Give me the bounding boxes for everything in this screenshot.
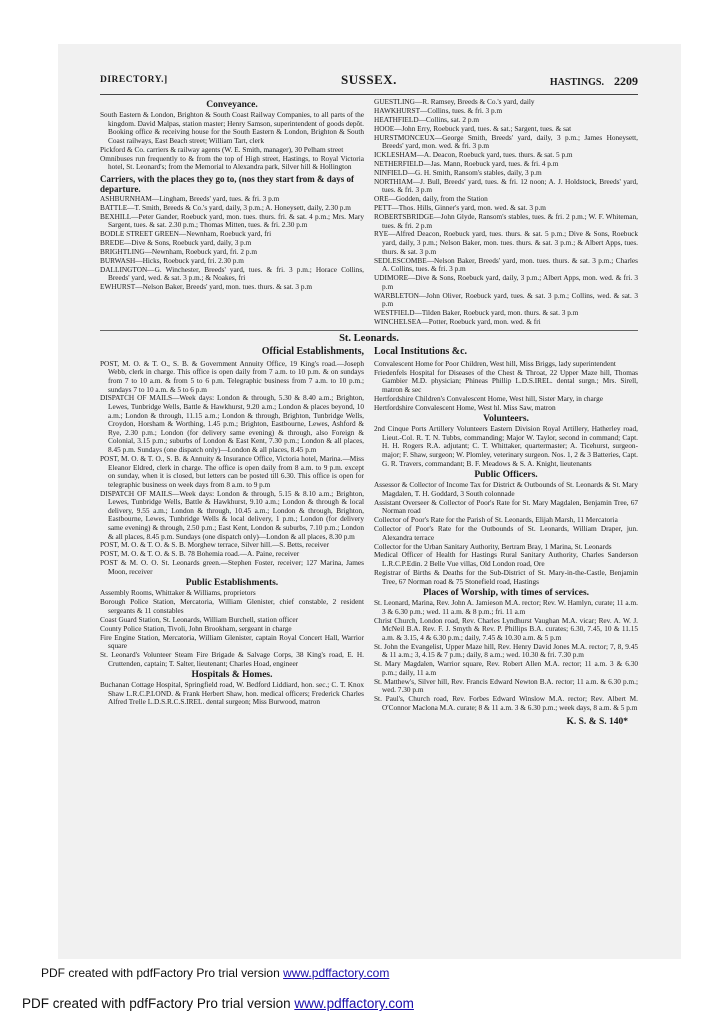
directory-entry: DALLINGTON—G. Winchester, Breeds' yard, tues. & fri. 3 p.m.; Horace Collins, Breeds' yard, wed. & sat. 3 p.m.; & Noakes, fri xyxy=(100,264,364,283)
directory-entry: St. Mary Magdalen, Warrior square, Rev. Robert Allen M.A. rector; 11 a.m. 3 & 6.30 p.m.; daily, 11 a.m xyxy=(374,659,638,677)
directory-entry: HEATHFIELD—Collins, sat. 2 p.m xyxy=(374,114,479,124)
directory-entry: BURWASH—Hicks, Roebuck yard, fri. 2.30 p.m xyxy=(100,255,244,265)
section-heading: Public Officers. xyxy=(474,470,538,481)
pdf-notice-2 xyxy=(22,996,414,1011)
bottom-columns xyxy=(100,360,638,713)
directory-entry: DISPATCH OF MAILS—Week days: London & through, 5.30 & 8.40 a.m.; Brighton, Lewes, Tunbridge Wells, Battle & Hawkhurst, 9.20 a.m.; London & places beyond, 10 a.m.; London & through, 11.15 a.m.; London & through, Brighton, Tunbridge Wells, Croydon, Horsham & Worthing, 1.45 p.m.; Brighton, Eastbourne, Lewes, Ashford & Rye, 2.30 p.m.; London (for delivery same evening) & through, also Foreign & Colonial, 3.15 p.m.; suburbs of London & East Kent, 7.30 p.m.; London & all places, 8.45 p.m. Sundays (one dispatch only)—London & all places, 8.45 p.m xyxy=(100,393,364,455)
directory-entry: BRIGHTLING—Newnham, Roebuck yard, fri. 2 p.m xyxy=(100,246,258,256)
left-column-bottom xyxy=(100,360,364,713)
directory-entry: St. Leonard, Marina, Rev. John A. Jamieson M.A. rector; Rev. W. Hamlyn, curate; 11 a.m. 3 & 6.30 p.m.; wed. 11 a.m. & 8 p.m.; fri. 11 a.m xyxy=(374,598,638,616)
section-subheadings xyxy=(100,346,638,357)
directory-entry: South Eastern & London, Brighton & South Coast Railway Companies, to all parts of the kingdom. David Malpas, station master; Henry Samson, superintendent of goods depôt. Booking office & receiving house for the South Eastern & London, Brighton & South Coast railways, East Beach street; William Tart, clerk xyxy=(100,110,364,145)
directory-entry: BEXHILL—Peter Gander, Roebuck yard, mon. tues. thurs. fri. & sat. 4 p.m.; Mrs. Mary Sargent, tues. & sat. 2.30 p.m.; Thomas Mitten, tues. & fri. 2.30 p.m xyxy=(100,211,364,230)
directory-entry: PETT—Thos. Hills, Ginner's yard, mon. wed. & sat. 3 p.m xyxy=(374,203,546,213)
right-column-bottom xyxy=(374,360,638,713)
directory-entry: St. John the Evangelist, Upper Maze hill, Rev. Henry David Jones M.A. rector; 7, 8, 9.45 & 11 a.m.; 3, 4.15 & 7 p.m.; daily, 8 a.m.; wed. 10.30 & fri. 7.30 p.m xyxy=(374,641,638,660)
heading-local-institutions: Local Institutions &c. xyxy=(374,345,468,357)
directory-entry: POST, M. O. & T. O., S. B. & Annuity & Insurance Office, Victoria hotel, Marina.—Miss Eleanor Eldred, clerk in charge. The office is open daily from 8 a.m. to 9 p.m. except on sunday, when it is closed, but letters can be posted till 6.30. This office is open for telegraphic business on week days from 8 a.m. to 9 p.m xyxy=(100,453,364,489)
directory-entry: BATTLE—T. Smith, Breeds & Co.'s yard, daily, 3 p.m.; A. Honeysett, daily, 2.30 p.m xyxy=(100,202,351,212)
directory-entry: ASHBURNHAM—Lingham, Breeds' yard, tues. & fri. 3 p.m xyxy=(100,193,280,203)
header-town: HASTINGS. xyxy=(549,77,604,88)
directory-entry: HURSTMONCEUX—George Smith, Breeds' yard, daily, 3 p.m.; James Honeysett, Breeds' yard, mon. wed. & fri. 3 p.m xyxy=(374,132,638,151)
directory-entry: RYE—Alfred Deacon, Roebuck yard, tues. thurs. & sat. 5 p.m.; Dive & Sons, Roebuck yard, daily, 3 p.m.; Nelson Baker, mon. tues. thurs. & sat. 3 p.m.; & Albert Apps, tues. thurs. & sat. 3 p.m xyxy=(374,229,638,256)
directory-page xyxy=(100,72,638,952)
pdffactory-link[interactable]: www.pdffactory.com xyxy=(294,996,414,1011)
directory-entry: Medical Officer of Health for Hastings Rural Sanitary Authority, Charles Sanderson L.R.C.P.Edin. 2 Belle Vue villas, Old London road, Ore xyxy=(374,550,638,569)
section-heading: Volunteers. xyxy=(483,414,529,425)
section-heading: Public Establishments. xyxy=(185,578,279,589)
directory-entry: Registrar of Births & Deaths for the Sub-District of St. Mary-in-the-Castle, Benjamin Tree, 67 Norman road & 75 Stonefield road, Hastings xyxy=(374,567,638,586)
directory-entry: WINCHELSEA—Potter, Roebuck yard, mon. wed. & fri xyxy=(374,316,541,326)
directory-entry: EWHURST—Nelson Baker, Breeds' yard, mon. tues. thurs. & sat. 3 p.m xyxy=(100,282,312,292)
directory-entry: BREDE—Dive & Sons, Roebuck yard, daily, 3 p.m xyxy=(100,237,252,247)
directory-entry: Buchanan Cottage Hospital, Springfield road, W. Bedford Liddiard, hon. sec.; C. T. Knox Shaw L.R.C.P.LOND. & Frank Herbert Shaw, hon. medical officers; Frederick Charles Alfred Trelle L.D.S.R.C.S.IREL. dental surgeon; Miss Burwood, matron xyxy=(100,680,364,707)
section-title-st-leonards: St. Leonards. xyxy=(100,330,638,344)
heading-official-establishments: Official Establishments, xyxy=(261,345,364,357)
header-right xyxy=(550,74,638,89)
directory-entry: ICKLESHAM—A. Deacon, Roebuck yard, tues. thurs. & sat. 5 p.m xyxy=(374,150,573,160)
header-left: DIRECTORY.] xyxy=(100,75,168,85)
page-footer-signature: K. S. & S. 140* xyxy=(566,716,628,727)
directory-entry: Borough Police Station, Mercatoria, William Glenister, chief constable, 2 resident sergeants & 11 constables xyxy=(100,597,364,615)
section-heading: Conveyance. xyxy=(206,100,258,110)
directory-entry: UDIMORE—Dive & Sons, Roebuck yard, daily, 3 p.m.; Albert Apps, mon. wed. & fri. 3 p.m xyxy=(374,273,638,291)
directory-entry: Coast Guard Station, St. Leonards, William Burchell, station officer xyxy=(100,614,299,624)
directory-entry: POST, M. O. & T. O. & S. B. Morghew terrace, Silver hill.—S. Betts, receiver xyxy=(100,540,330,550)
directory-entry: ORE—Godden, daily, from the Station xyxy=(374,194,488,204)
directory-entry: St. Paul's, Church road, Rev. Forbes Edward Winslow M.A. rector; Rev. Albert M. O'Connor Maclona M.A. curate; 8 & 11 a.m. 3 & 6.30 p.m.; week days, 8 a.m. & 5 p.m xyxy=(374,694,638,712)
top-columns xyxy=(100,98,638,327)
directory-entry: Christ Church, London road, Rev. Charles Lyndhurst Vaughan M.A. vicar; Rev. A. W. J. McNeil B.A. Rev. F. J. Smyth & Rev. P. Phillips B.A. curates; 6.30, 7.45, 10 & 11.15 a.m. & 3.15, 4 & 6.30 p.m.; daily, 7.45 & 10.30 a.m. & 5 p.m xyxy=(374,615,638,642)
section-heading: Places of Worship, with times of services. xyxy=(422,588,590,599)
directory-entry: GUESTLING—R. Ramsey, Breeds & Co.'s yard, daily xyxy=(374,97,535,106)
directory-entry: 2nd Cinque Ports Artillery Volunteers Eastern Division Royal Artillery, Hatherley road, Lieut.-Col. R. T. N. Tubbs, commanding; Major W. Taylor, second in command; Capt. H. H. Rogers R.A. adjutant; C. T. Whittaker, quartermaster; A. Ticehurst, surgeon-major; F. Shaw, surgeon; W. Plomley, veterinary surgeon. Nos. 1, 2 & 3 Batteries, Capt. G. R. Travers, commandant; B. F. Meadows & S. A. Knight, lieutenants xyxy=(374,424,638,468)
right-column-top xyxy=(374,98,638,327)
directory-entry: Hertfordshire Children's Convalescent Home, West hill, Sister Mary, in charge xyxy=(374,393,603,403)
directory-entry: Omnibuses run frequently to & from the top of High street, Hastings, to Royal Victoria hotel, St. Leonard's; from the Memorial to Alexandra park, Silver hill & Hollington xyxy=(100,153,364,172)
directory-entry: Pickford & Co. carriers & railway agents (W. E. Smith, manager), 30 Pelham street xyxy=(100,144,344,154)
left-column-top xyxy=(100,98,364,327)
directory-entry: Collector of Poor's Rate for the Parish of St. Leonards, Elijah Marsh, 11 Mercatoria xyxy=(374,515,618,525)
pdffactory-link[interactable]: www.pdffactory.com xyxy=(283,966,390,980)
directory-entry: POST & M. O. O. St. Leonards green.—Stephen Foster, receiver; 127 Marina, James Moon, receiver xyxy=(100,558,364,576)
directory-entry: NINFIELD—G. H. Smith, Ransom's stables, daily, 3 p.m xyxy=(374,167,542,177)
directory-entry: WARBLETON—John Oliver, Roebuck yard, tues. & sat. 3 p.m.; Collins, wed. & sat. 3 p.m xyxy=(374,290,638,309)
directory-entry: POST, M. O. & T. O. & S. B. 78 Bohemia road.—A. Paine, receiver xyxy=(100,549,300,559)
directory-entry: DISPATCH OF MAILS—Week days: London & through, 5.15 & 8.10 a.m.; Brighton, Lewes, Tunbridge Wells, Battle & Hawkhurst, 9.10 a.m.; London & through & local delivery, 9.55 a.m.; London & through, 10.45 a.m.; London & through, Brighton, Eastbourne, Lewes, Tunbridge Wells & local delivery, 1 p.m.; London (for delivery same evening) & through, 2.50 p.m.; East Kent, London & suburbs, 7.10 p.m.; London & all places, 8.45 p.m. Sundays (one dispatch only)—London & all places, 8.30 p.m xyxy=(100,488,364,541)
directory-entry: St. Matthew's, Silver hill, Rev. Francis Edward Newton B.A. rector; 11 a.m. & 6.30 p.m.; wed. 7.30 p.m xyxy=(374,676,638,695)
directory-entry: POST, M. O. & T. O., S. B. & Government Annuity Office, 19 King's road.—Joseph Webb, clerk in charge. This office is open daily from 7 a.m. to 10 p.m. & on sundays from 7 to 10 a.m. & from 5 to 6 p.m. Telegraphic business from 7 a.m. to 10 p.m.; sundays 7 to 10 a.m. & 5 to 6 p.m xyxy=(100,358,364,394)
directory-entry: Collector for the Urban Sanitary Authority, Bertram Bray, 1 Marina, St. Leonards xyxy=(374,541,612,551)
header-county: SUSSEX. xyxy=(341,72,397,87)
directory-entry: WESTFIELD—Tilden Baker, Roebuck yard, mon. thurs. & sat. 3 p.m xyxy=(374,308,579,317)
pdf-notice-text: PDF created with pdfFactory Pro trial version xyxy=(22,996,295,1011)
directory-entry: Convalescent Home for Poor Children, West hill, Miss Briggs, lady superintendent xyxy=(374,358,616,368)
directory-entry: Hertfordshire Convalescent Home, West hl. Miss Saw, matron xyxy=(374,402,556,412)
directory-entry: NORTHIAM—J. Bull, Breeds' yard, tues. & fri. 12 noon; A. J. Holdstock, Breeds' yard, tues. & fri. 3 p.m xyxy=(374,176,638,195)
directory-entry: Friedenfels Hospital for Diseases of the Chest & Throat, 22 Upper Maze hill, Thomas Gambier M.D. physician; Phineas Phillip L.D.S.IREL. dental surgn.; Mrs. Sirell, matron & sec xyxy=(374,367,638,394)
directory-entry: ROBERTSBRIDGE—John Glyde, Ransom's stables, tues. & fri. 2 p.m.; W. F. Whiteman, tues. & fri. 2 p.m xyxy=(374,211,638,230)
directory-entry: Collector of Poor's Rate for the Outbounds of St. Leonards, William Draper, jun. Alexandra terrace xyxy=(374,524,638,542)
directory-entry: Assembly Rooms, Whittaker & Williams, proprietors xyxy=(100,588,256,598)
page-number: 2209 xyxy=(614,74,638,88)
directory-entry: HOOE—John Erry, Roebuck yard, tues. & sat.; Sargent, tues. & sat xyxy=(374,123,572,133)
directory-entry: HAWKHURST—Collins, tues. & fri. 3 p.m xyxy=(374,105,503,115)
page-header xyxy=(100,72,638,95)
section-heading: Hospitals & Homes. xyxy=(191,670,273,681)
pdf-notice-1 xyxy=(41,966,389,980)
section-heading: Carriers, with the places they go to, (nos they start from & days of departure. xyxy=(100,173,355,194)
directory-entry: Assessor & Collector of Income Tax for District & Outbounds of St. Leonards & St. Mary Magdalen, T. H. Goddard, 3 South colonnade xyxy=(374,480,638,498)
directory-entry: NETHERFIELD—Jas. Mann, Roebuck yard, tues. & fri. 4 p.m xyxy=(374,158,559,168)
directory-entry: SEDLESCOMBE—Nelson Baker, Breeds' yard, mon. tues. thurs. & sat. 3 p.m.; Charles A. Collins, tues. & fri. 3 p.m xyxy=(374,255,638,274)
pdf-notice-text: PDF created with pdfFactory Pro trial version xyxy=(41,966,284,980)
directory-entry: BODLE STREET GREEN—Newnham, Roebuck yard, fri xyxy=(100,229,272,239)
directory-entry: St. Leonard's Volunteer Steam Fire Brigade & Salvage Corps, 38 King's road, E. H. Cruttenden, captain; T. Salter, lieutenant; Charles Hoad, engineer xyxy=(100,650,364,668)
directory-entry: County Police Station, Tivoli, John Brookham, sergeant in charge xyxy=(100,623,292,633)
directory-entry: Fire Engine Station, Mercatoria, William Glenister, captain Royal Concert Hall, Warrior square xyxy=(100,632,364,651)
directory-entry: Assistant Overseer & Collector of Poor's Rate for St. Mary Magdalen, Benjamin Tree, 67 Norman road xyxy=(374,497,638,516)
